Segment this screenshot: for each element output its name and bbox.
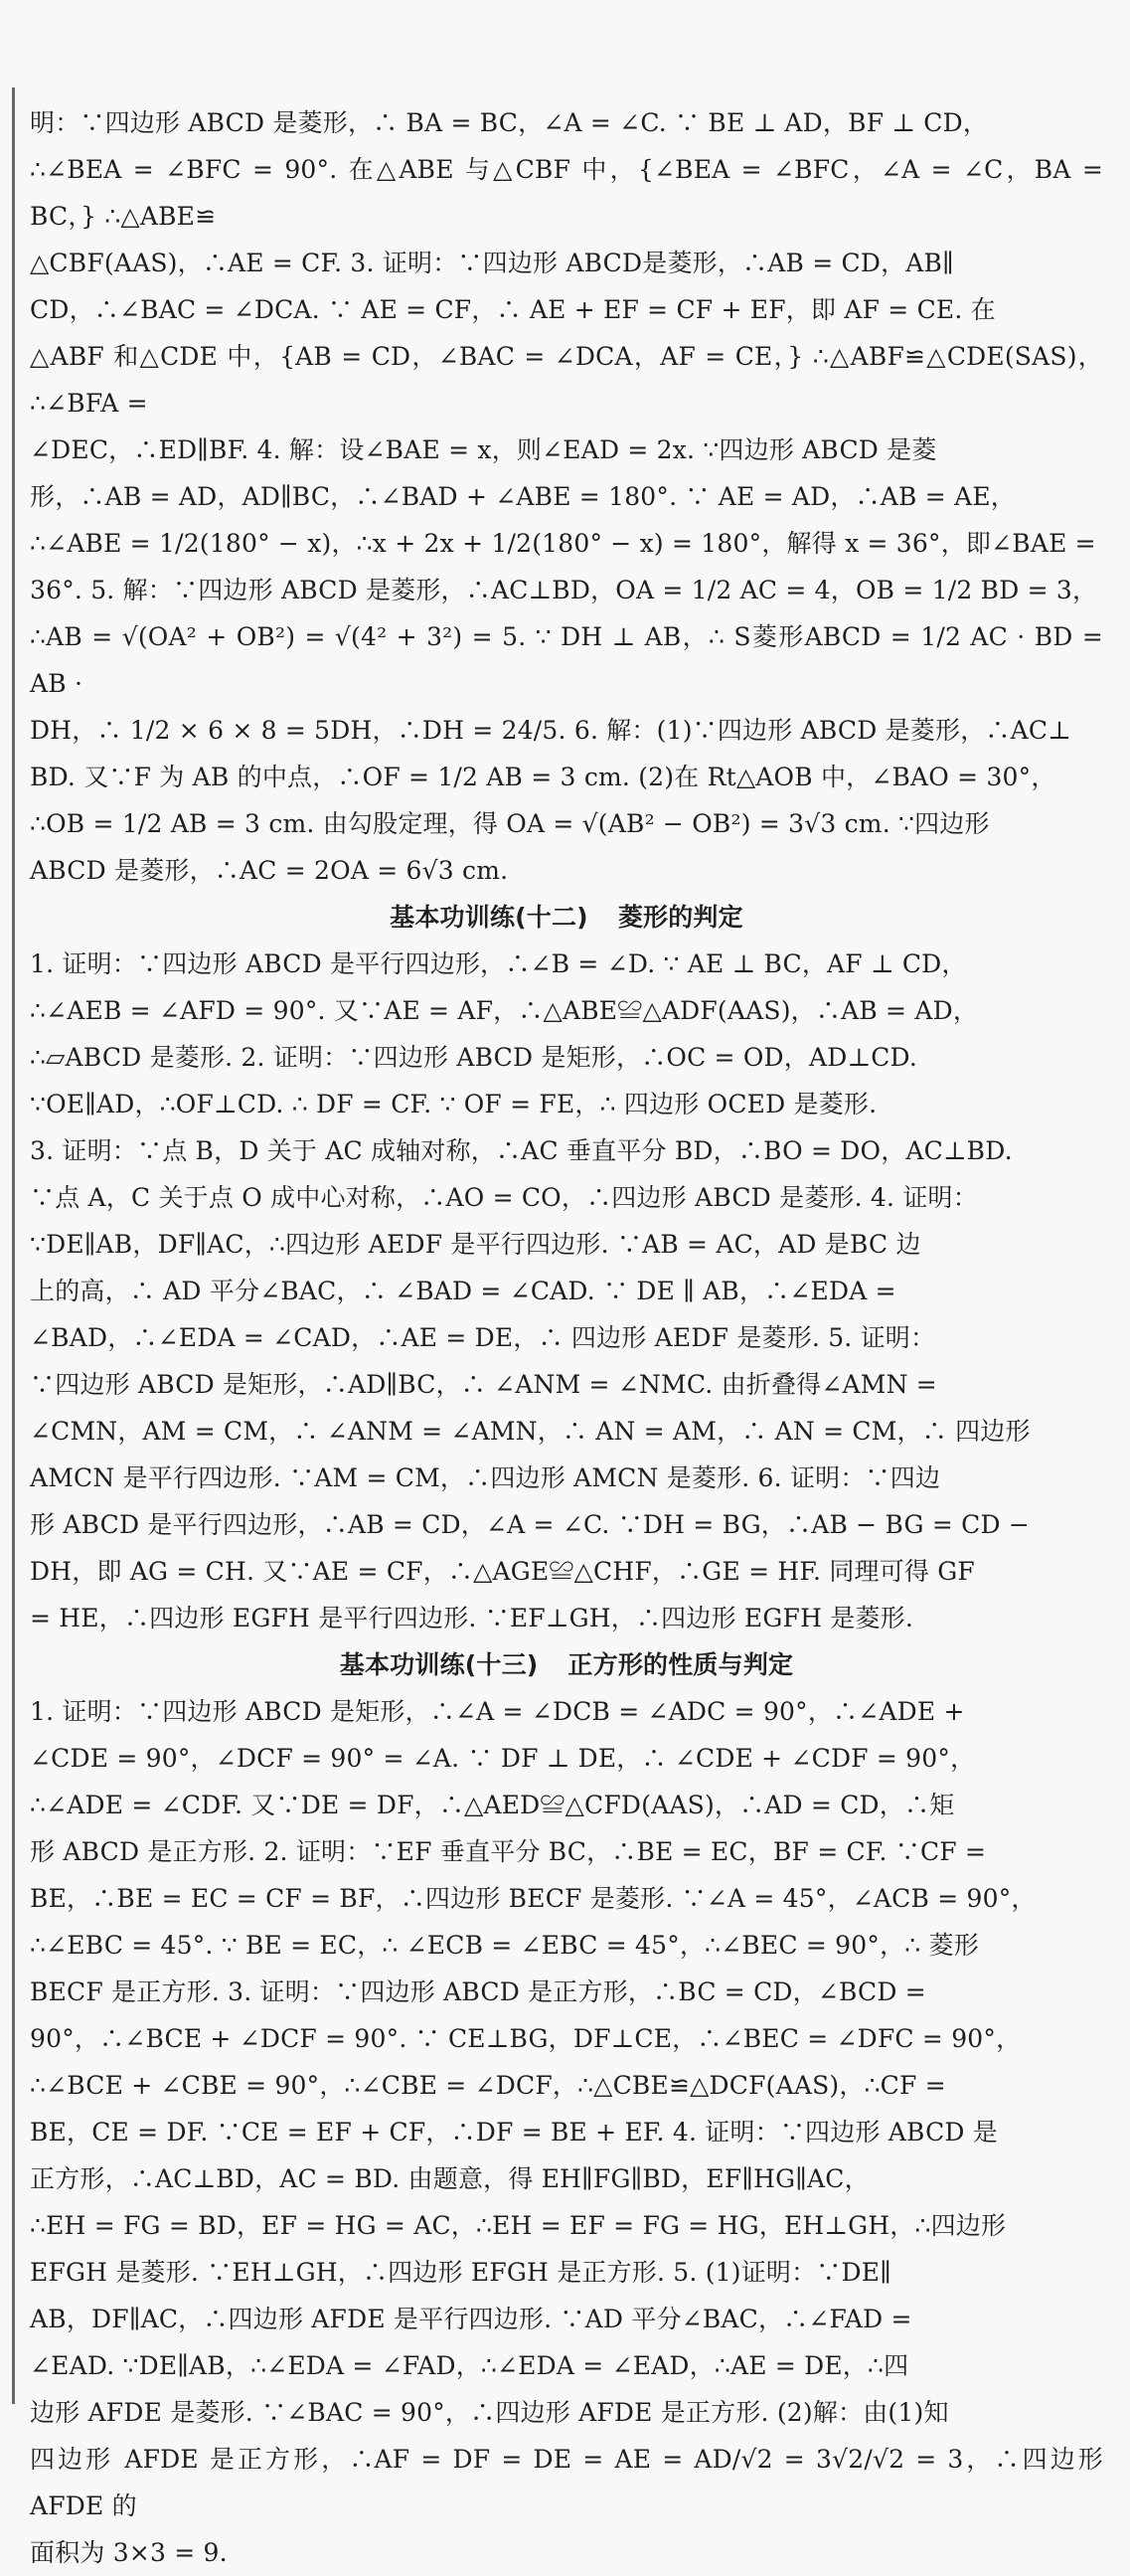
text-line: 形 ABCD 是正方形. 2. 证明：∵EF 垂直平分 BC，∴BE = EC，BF = CF. ∵CF = [30, 1837, 987, 1866]
text-line: ∴∠EBC = 45°. ∵ BE = EC，∴ ∠ECB = ∠EBC = 45°，∴∠BEC = 90°，∴ 菱形 [30, 1931, 979, 1960]
text-line: ∵DE∥AB，DF∥AC，∴四边形 AEDF 是平行四边形. ∵AB = AC，AD 是BC 边 [30, 1230, 921, 1259]
text-line: ∴OB = 1/2 AB = 3 cm. 由勾股定理，得 OA = √(AB² − OB²) = 3√3 cm. ∵四边形 [30, 809, 990, 838]
text-line: ∠BAD，∴∠EDA = ∠CAD，∴AE = DE，∴ 四边形 AEDF 是菱形. 5. 证明： [30, 1323, 936, 1352]
text-line: 边形 AFDE 是菱形. ∵∠BAC = 90°，∴四边形 AFDE 是正方形. (2)解：由(1)知 [30, 2398, 949, 2427]
text-line: BE，∴BE = EC = CF = BF，∴四边形 BECF 是菱形. ∵∠A = 45°，∠ACB = 90°， [30, 1884, 1037, 1913]
text-line: 形 ABCD 是平行四边形，∴AB = CD，∠A = ∠C. ∵DH = BG，∴AB − BG = CD − [30, 1510, 1030, 1539]
section-square-properties [30, 1641, 1103, 2576]
text-line: 形，∴AB = AD，AD∥BC，∴∠BAD + ∠ABE = 180°. ∵ AE = AD，∴AB = AE， [30, 482, 1016, 511]
text-line: ∴∠ADE = ∠CDF. 又∵DE = DF，∴△AED≌△CFD(AAS)，∴AD = CD，∴矩 [30, 1791, 955, 1819]
answer-content [30, 99, 1103, 2576]
text-line: ∠DEC，∴ED∥BF. 4. 解：设∠BAE = x，则∠EAD = 2x. ∵四边形 ABCD 是菱 [30, 435, 937, 464]
text-line: 1. 证明：∵四边形 ABCD 是平行四边形，∴∠B = ∠D. ∵ AE ⊥ BC，AF ⊥ CD， [30, 949, 967, 978]
section-rhombus-properties [30, 99, 1103, 894]
text-line: ∠EAD. ∵DE∥AB，∴∠EDA = ∠FAD，∴∠EDA = ∠EAD，∴AE = DE，∴四 [30, 2351, 909, 2380]
text-line: 四边形 AFDE 是正方形，∴AF = DF = DE = AE = AD/√2 = 3√2/√2 = 3，∴四边形 AFDE 的 [30, 2445, 1103, 2520]
text-line: ∴∠BEA = ∠BFC = 90°. 在△ABE 与△CBF 中，{∠BEA = ∠BFC，∠A = ∠C，BA = BC，} ∴△ABE≌ [30, 155, 1103, 231]
text-line: BE，CE = DF. ∵CE = EF + CF，∴DF = BE + EF. 4. 证明：∵四边形 ABCD 是 [30, 2118, 999, 2147]
section-heading [30, 894, 1103, 941]
heading-title: 基本功训练(十三) [339, 1650, 539, 1679]
text-line: CD，∴∠BAC = ∠DCA. ∵ AE = CF，∴ AE + EF = CF + EF，即 AF = CE. 在 [30, 295, 996, 324]
text-line: 正方形，∴AC⊥BD，AC = BD. 由题意，得 EH∥FG∥BD，EF∥HG∥AC， [30, 2164, 870, 2193]
text-line: DH，∴ 1/2 × 6 × 8 = 5DH，∴DH = 24/5. 6. 解：(1)∵四边形 ABCD 是菱形，∴AC⊥ [30, 716, 1071, 745]
text-line: △ABF 和△CDE 中，{AB = CD，∠BAC = ∠DCA，AF = CE，} ∴△ABF≌△CDE(SAS)，∴∠BFA = [30, 342, 1103, 418]
heading-topic: 菱形的判定 [617, 903, 743, 932]
text-line: ∵四边形 ABCD 是矩形，∴AD∥BC，∴ ∠ANM = ∠NMC. 由折叠得∠AMN = [30, 1370, 937, 1399]
text-line: DH，即 AG = CH. 又∵AE = CF，∴△AGE≌△CHF，∴GE = HF. 同理可得 GF [30, 1557, 975, 1586]
text-line: ∴∠BCE + ∠CBE = 90°，∴∠CBE = ∠DCF，∴△CBE≌△DCF(AAS)，∴CF = [30, 2071, 946, 2100]
text-line: EFGH 是菱形. ∵EH⊥GH，∴四边形 EFGH 是正方形. 5. (1)证明：∵DE∥ [30, 2258, 891, 2287]
text-line: AMCN 是平行四边形. ∵AM = CM，∴四边形 AMCN 是菱形. 6. 证明：∵四边 [30, 1463, 941, 1492]
heading-title: 基本功训练(十二) [390, 903, 588, 932]
text-line: BD. 又∵F 为 AB 的中点，∴OF = 1/2 AB = 3 cm. (2)在 Rt△AOB 中，∠BAO = 30°， [30, 763, 1056, 791]
text-line: 面积为 3×3 = 9. [30, 2538, 228, 2567]
text-line: ∵OE∥AD，∴OF⊥CD. ∴ DF = CF. ∵ OF = FE，∴ 四边形 OCED 是菱形. [30, 1090, 878, 1118]
left-margin-rule [12, 87, 15, 2404]
text-line: 上的高，∴ AD 平分∠BAC，∴ ∠BAD = ∠CAD. ∵ DE ∥ AB，∴∠EDA = [30, 1277, 896, 1305]
text-line: AB，DF∥AC，∴四边形 AFDE 是平行四边形. ∵AD 平分∠BAC，∴∠FAD = [30, 2305, 912, 2333]
text-line: ∴EH = FG = BD，EF = HG = AC，∴EH = EF = FG = HG，EH⊥GH，∴四边形 [30, 2211, 1007, 2240]
text-line: 36°. 5. 解：∵四边形 ABCD 是菱形，∴AC⊥BD，OA = 1/2 AC = 4，OB = 1/2 BD = 3， [30, 576, 1098, 604]
heading-topic: 正方形的性质与判定 [567, 1650, 794, 1679]
text-line: 明：∵四边形 ABCD 是菱形，∴ BA = BC，∠A = ∠C. ∵ BE ⊥ AD，BF ⊥ CD， [30, 108, 989, 137]
section-rhombus-criteria [30, 894, 1103, 1641]
text-line: ABCD 是菱形，∴AC = 2OA = 6√3 cm. [30, 856, 509, 885]
text-line: ∴AB = √(OA² + OB²) = √(4² + 3²) = 5. ∵ DH ⊥ AB，∴ S菱形ABCD = 1/2 AC · BD = AB · [30, 622, 1103, 698]
text-line: ∴▱ABCD 是菱形. 2. 证明：∵四边形 ABCD 是矩形，∴OC = OD，AD⊥CD. [30, 1043, 918, 1072]
text-line: 90°，∴∠BCE + ∠DCF = 90°. ∵ CE⊥BG，DF⊥CE，∴∠BEC = ∠DFC = 90°， [30, 2024, 1022, 2053]
text-line: ∠CDE = 90°，∠DCF = 90° = ∠A. ∵ DF ⊥ DE，∴ ∠CDE + ∠CDF = 90°， [30, 1744, 976, 1773]
text-line: ∴∠ABE = 1/2(180° − x)，∴x + 2x + 1/2(180° − x) = 180°，解得 x = 36°，即∠BAE = [30, 529, 1096, 558]
text-line: 1. 证明：∵四边形 ABCD 是矩形，∴∠A = ∠DCB = ∠ADC = 90°，∴∠ADE + [30, 1697, 965, 1726]
text-line: = HE，∴四边形 EGFH 是平行四边形. ∵EF⊥GH，∴四边形 EGFH 是菱形. [30, 1604, 913, 1632]
text-line: △CBF(AAS)，∴AE = CF. 3. 证明：∵四边形 ABCD是菱形，∴AB = CD，AB∥ [30, 249, 954, 277]
section-heading [30, 1641, 1103, 1688]
text-line: ∴∠AEB = ∠AFD = 90°. 又∵AE = AF，∴△ABE≌△ADF(AAS)，∴AB = AD， [30, 996, 979, 1025]
text-line: ∠CMN，AM = CM，∴ ∠ANM = ∠AMN，∴ AN = AM，∴ AN = CM，∴ 四边形 [30, 1417, 1031, 1446]
text-line: 3. 证明：∵点 B，D 关于 AC 成轴对称，∴AC 垂直平分 BD，∴BO = DO，AC⊥BD. [30, 1136, 1013, 1165]
text-line: BECF 是正方形. 3. 证明：∵四边形 ABCD 是正方形，∴BC = CD，∠BCD = [30, 1977, 926, 2006]
text-line: ∵点 A，C 关于点 O 成中心对称，∴AO = CO，∴四边形 ABCD 是菱形. 4. 证明： [30, 1183, 978, 1212]
